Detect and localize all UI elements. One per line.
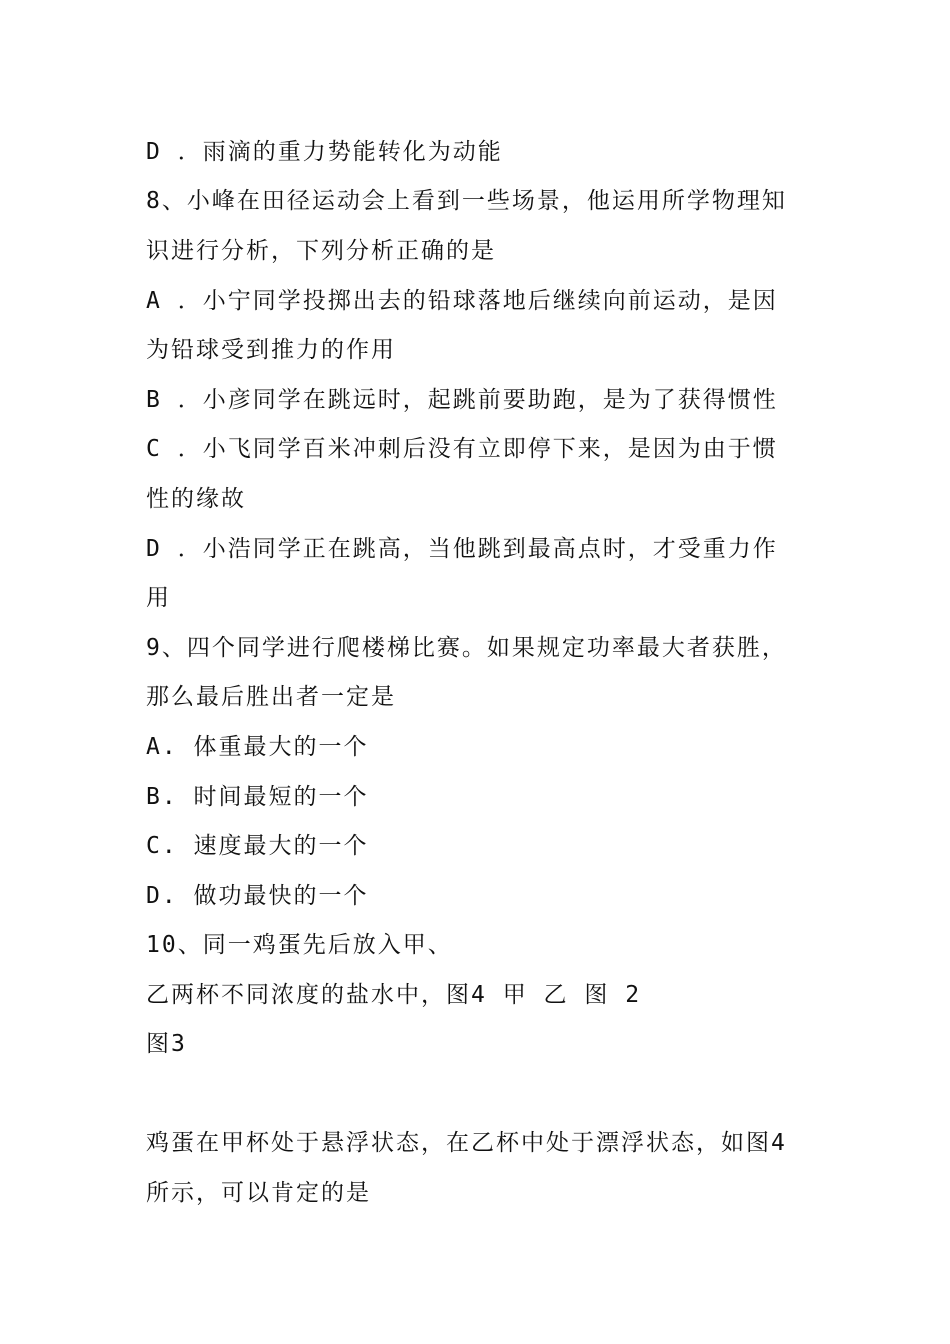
question-9-line-1: 9、四个同学进行爬楼梯比赛。如果规定功率最大者获胜， xyxy=(146,635,787,661)
option-9b: B. 时间最短的一个 xyxy=(146,784,369,810)
question-9-line-2: 那么最后胜出者一定是 xyxy=(146,684,396,710)
option-8d-line-1: D ．小浩同学正在跳高，当他跳到最高点时，才受重力作 xyxy=(146,536,778,562)
question-10-line-4: 所示，可以肯定的是 xyxy=(146,1180,371,1206)
question-10-line-1: 10、同一鸡蛋先后放入甲、 xyxy=(146,932,453,958)
question-10-line-3: 鸡蛋在甲杯处于悬浮状态，在乙杯中处于漂浮状态，如图4 xyxy=(146,1130,787,1156)
option-8a-line-2: 为铅球受到推力的作用 xyxy=(146,337,396,363)
option-9c: C. 速度最大的一个 xyxy=(146,833,369,859)
option-8d-line-2: 用 xyxy=(146,585,171,611)
option-8b: B ．小彦同学在跳远时，起跳前要助跑，是为了获得惯性 xyxy=(146,387,778,413)
option-8c-line-2: 性的缘故 xyxy=(146,486,246,512)
question-8-line-2: 识进行分析，下列分析正确的是 xyxy=(146,238,496,264)
option-9d: D. 做功最快的一个 xyxy=(146,883,369,909)
option-8c-line-1: C ．小飞同学百米冲刺后没有立即停下来，是因为由于惯 xyxy=(146,436,778,462)
option-7d: D ．雨滴的重力势能转化为动能 xyxy=(146,139,503,165)
option-8a-line-1: A ．小宁同学投掷出去的铅球落地后继续向前运动，是因 xyxy=(146,288,778,314)
option-9a: A. 体重最大的一个 xyxy=(146,734,369,760)
question-10-line-2: 乙两杯不同浓度的盐水中，图4 甲 乙 图 2 xyxy=(146,982,642,1008)
figure-3-label: 图3 xyxy=(146,1031,187,1057)
question-8-line-1: 8、小峰在田径运动会上看到一些场景，他运用所学物理知 xyxy=(146,188,787,214)
